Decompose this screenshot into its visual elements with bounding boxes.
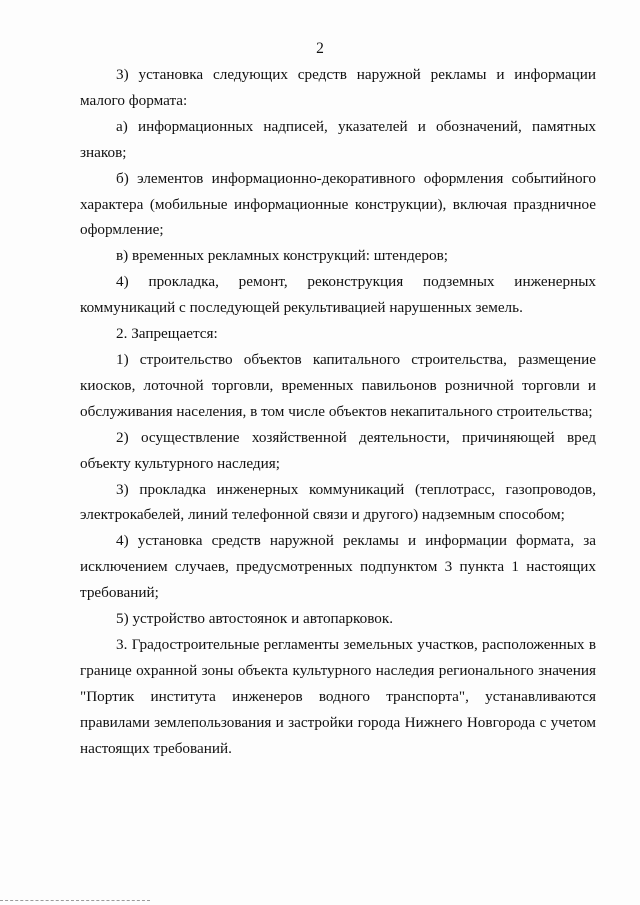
prohibition-1-construction: 1) строительство объектов капитального строительства, размещение киосков, лоточной торговли, временных павильонов розничной торговли и обслуживания населения, в том числе объектов некапитального строительства; — [80, 350, 596, 420]
paragraph-3c-temporary: в) временных рекламных конструкций: штендеров; — [116, 247, 449, 265]
prohibition-4-advertising: 4) установка средств наружной рекламы и информации формата, за исключением случаев, предусмотренных подпунктом 3 пункта 1 настоящих требований; — [80, 532, 596, 602]
document-body — [80, 62, 596, 761]
page-number: 2 — [316, 40, 324, 57]
scan-edge-mark — [0, 898, 150, 901]
section-2-heading: 2. Запрещается: — [116, 325, 218, 343]
prohibition-3-overhead-utilities: 3) прокладка инженерных коммуникаций (теплотрасс, газопроводов, электрокабелей, линий телефонной связи и другого) надземным способом; — [80, 480, 596, 524]
paragraph-3-advertising: 3) установка следующих средств наружной рекламы и информации малого формата: — [80, 66, 596, 109]
paragraph-3b-decorations: б) элементов информационно-декоративного оформления событийного характера (мобильные информационные конструкции), включая праздничное оформление; — [80, 169, 596, 239]
paragraph-4-utilities: 4) прокладка, ремонт, реконструкция подземных инженерных коммуникаций с последующей рекультивацией нарушенных земель. — [80, 273, 596, 317]
prohibition-5-parking: 5) устройство автостоянок и автопарковок. — [116, 610, 394, 628]
paragraph-3a-signs: а) информационных надписей, указателей и обозначений, памятных знаков; — [80, 117, 596, 161]
section-3-regulations: 3. Градостроительные регламенты земельных участков, расположенных в границе охранной зоны объекта культурного наследия регионального значения "Портик института инженеров водного транспорта", устанавливаются правилами землепользования и застройки города Нижнего Новгорода с учетом настоящих требований. — [80, 635, 596, 757]
prohibition-2-economic-activity: 2) осуществление хозяйственной деятельности, причиняющей вред объекту культурного наследия; — [80, 428, 596, 472]
